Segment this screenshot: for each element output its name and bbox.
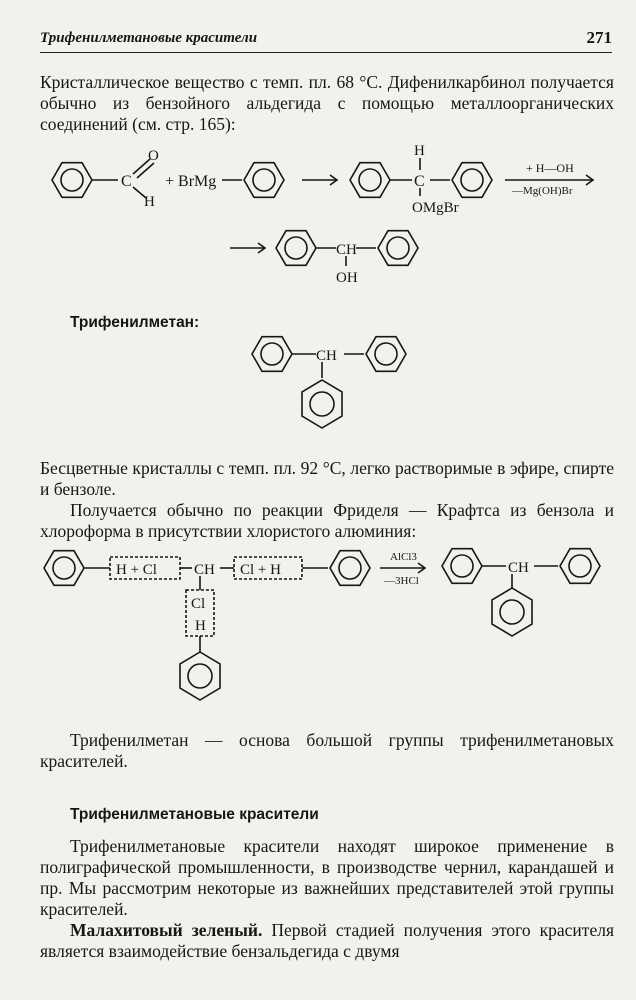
reagent-label: + H—OH <box>526 161 574 175</box>
group-label: OMgBr <box>412 200 459 216</box>
heading-dyes: Трифенилметановые красители <box>70 806 319 823</box>
paragraph-friedel-crafts: Получается обычно по реакции Фриделя — Крафтса из бензола и хлороформа в присутствии хлористого алюминия: <box>40 500 614 541</box>
box-label: Cl <box>191 596 206 612</box>
benzene-ring <box>302 380 342 428</box>
reagent-label: —Mg(OH)Br <box>512 185 573 197</box>
benzene-ring <box>180 652 220 700</box>
box-label: H <box>195 618 206 634</box>
benzene-ring <box>350 163 390 198</box>
group-label: CH <box>336 242 357 258</box>
benzene-ring <box>492 588 532 636</box>
reaction-scheme-friedel-crafts <box>0 540 636 720</box>
box-label: H + Cl <box>116 562 157 578</box>
structure-triphenylmethane <box>0 320 636 450</box>
reagent-label: + BrMg <box>165 173 217 190</box>
paragraph-diphenylcarbinol: Кристаллическое вещество с темп. пл. 68 °C. Дифенилкарбинол получается обычно из бензойного альдегида с помощью металлоорганических соединений (см. стр. 165): <box>40 72 614 134</box>
group-label: CH <box>194 562 215 578</box>
benzene-ring <box>452 163 492 198</box>
benzene-ring <box>442 549 482 584</box>
paragraph-text: Первой стадией получения этого красителя является взаимодействие бензальдегида с двумя <box>40 920 614 961</box>
running-header-title: Трифенилметановые красители <box>40 30 258 46</box>
paragraph-basis: Трифенилметан — основа большой группы трифенилметановых красителей. <box>40 730 614 771</box>
atom-label: O <box>148 148 159 164</box>
running-header <box>40 28 612 53</box>
benzene-ring <box>52 163 92 198</box>
atom-label: C <box>121 173 132 190</box>
benzene-ring <box>560 549 600 584</box>
benzene-ring <box>366 337 406 372</box>
paragraph-applications: Трифенилметановые красители находят широкое применение в полиграфической промышленности, в производстве чернил, карандашей и пр. Мы рассмотрим некоторые из важнейших представителей этой группы красителей. <box>40 836 614 919</box>
benzene-ring <box>252 337 292 372</box>
group-label: CH <box>316 348 337 364</box>
catalyst-label: —3HCl <box>384 575 419 587</box>
paragraph-properties: Бесцветные кристаллы с темп. пл. 92 °C, легко растворимые в эфире, спирте и бензоле. <box>40 458 614 499</box>
group-label: OH <box>336 270 358 286</box>
paragraph-malachite-green <box>40 920 614 962</box>
benzene-ring <box>44 551 84 586</box>
atom-label: H <box>144 194 155 210</box>
term-malachite-green: Малахитовый зеленый. <box>70 920 263 940</box>
atom-label: C <box>414 173 425 190</box>
atom-label: H <box>414 143 425 159</box>
group-label: CH <box>508 560 529 576</box>
benzene-ring <box>276 231 316 266</box>
benzene-ring <box>378 231 418 266</box>
page-number: 271 <box>586 28 612 47</box>
box-label: Cl + H <box>240 562 281 578</box>
catalyst-label: AlCl3 <box>390 551 417 563</box>
benzene-ring <box>244 163 284 198</box>
heading-triphenylmethane: Трифенилметан: <box>70 314 200 331</box>
benzene-ring <box>330 551 370 586</box>
